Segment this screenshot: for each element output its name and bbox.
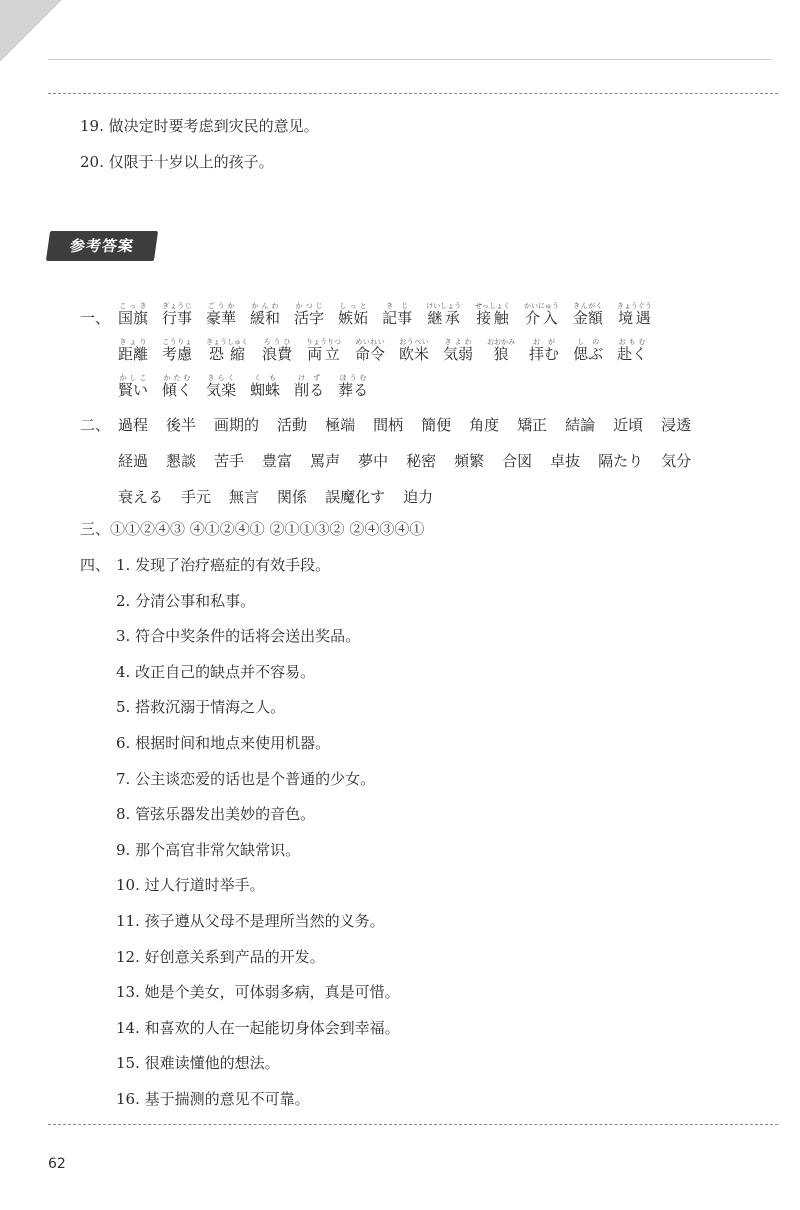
vocab-furigana: せっしょく <box>475 302 510 310</box>
vocab-word <box>118 338 149 363</box>
header-rule <box>48 59 772 60</box>
vocab-word <box>262 338 293 363</box>
vocab-kanji: 気弱 <box>443 345 474 363</box>
section-4-item: 6. 根据时间和地点来使用机器。 <box>116 734 331 752</box>
answer-word: 無言 <box>229 488 260 506</box>
answer-word: 卓抜 <box>550 452 581 470</box>
vocab-kanji: 葬る <box>338 381 369 399</box>
vocab-word <box>206 374 237 399</box>
bottom-dashed-divider <box>48 1124 778 1125</box>
section-4-item: 14. 和喜欢的人在一起能切身体会到幸福。 <box>116 1018 400 1037</box>
vocab-kanji: 距離 <box>118 345 149 363</box>
section-2-row <box>80 486 451 507</box>
section-4-item: 13. 她是个美女，可体弱多病，真是可惜。 <box>116 983 400 1002</box>
section-4-item: 8. 管弦乐器发出美妙的音色。 <box>116 805 316 824</box>
vocab-kanji: 考慮 <box>162 345 193 363</box>
answer-word: 近頃 <box>613 416 644 434</box>
vocab-furigana: ごうか <box>206 302 237 310</box>
vocab-word <box>162 374 193 399</box>
vocab-kanji: 国旗 <box>118 309 149 327</box>
vocab-word <box>162 302 193 327</box>
answer-word: 過程 <box>118 416 149 434</box>
section-4-item: 11. 孩子遵从父母不是理所当然的义务。 <box>116 912 385 930</box>
answer-word: 気分 <box>661 452 692 470</box>
section-4-item: 15. 很难读懂他的想法。 <box>116 1054 280 1073</box>
vocab-kanji: 接触 <box>475 309 510 327</box>
vocab-word <box>338 374 369 399</box>
answer-word: 極端 <box>325 416 356 434</box>
section-2-row <box>80 414 709 435</box>
vocab-word <box>338 302 369 327</box>
vocab-furigana: こっき <box>118 302 148 310</box>
section-4-item: 7. 公主谈恋爱的话也是个普通的少女。 <box>116 769 376 788</box>
answer-word: 迫力 <box>403 488 434 506</box>
vocab-kanji: 浪費 <box>262 345 293 363</box>
vocab-furigana: きんがく <box>572 302 603 310</box>
vocab-furigana: かんわ <box>250 302 281 310</box>
vocab-furigana: かつじ <box>294 302 325 310</box>
section-title-badge: 参考答案 <box>46 231 158 261</box>
answer-word: 浸透 <box>661 416 692 434</box>
vocab-furigana: りょうりつ <box>306 338 342 346</box>
answer-word: 後半 <box>166 416 197 434</box>
vocab-kanji: 活字 <box>294 309 325 327</box>
section-4-item: 4. 改正自己的缺点并不容易。 <box>116 662 316 681</box>
vocab-furigana: しの <box>573 338 604 346</box>
vocab-kanji: 狼 <box>487 345 516 363</box>
answer-word: 画期的 <box>214 416 260 434</box>
vocab-word <box>443 338 474 363</box>
vocab-word <box>529 338 560 363</box>
answer-word: 罵声 <box>310 452 341 470</box>
vocab-kanji: 拝む <box>529 345 560 363</box>
vocab-word <box>162 338 193 363</box>
answer-word: 間柄 <box>373 416 404 434</box>
section-4-item: 5. 搭救沉溺于情海之人。 <box>116 698 286 717</box>
vocab-word <box>306 338 342 363</box>
vocab-kanji: 赴く <box>617 345 648 363</box>
answer-word: 経過 <box>118 452 149 470</box>
section-1-row <box>80 338 661 364</box>
vocab-kanji: 緩和 <box>250 309 281 327</box>
vocab-kanji: 介入 <box>523 309 559 327</box>
vocab-furigana: おおかみ <box>487 338 516 346</box>
section-4-item: 16. 基于揣测的意见不可靠。 <box>116 1090 310 1108</box>
answer-word: 誤魔化す <box>325 488 386 506</box>
vocab-word <box>206 338 249 363</box>
vocab-word <box>294 302 325 327</box>
section-4-item: 1. 发现了治疗癌症的有效手段。 <box>116 556 331 574</box>
vocab-kanji: 傾く <box>162 381 193 399</box>
section-4-item: 3. 符合中奖条件的话将会送出奖品。 <box>116 627 361 646</box>
answer-word: 矯正 <box>517 416 548 434</box>
vocab-kanji: 嫉妬 <box>338 309 369 327</box>
exercise-item-19: 19. 做决定时要考虑到灾民的意见。 <box>80 117 319 135</box>
section-4-label: 四、 <box>80 556 111 574</box>
vocab-furigana: きじ <box>382 302 413 310</box>
vocab-word <box>206 302 237 327</box>
answer-word: 夢中 <box>358 452 389 470</box>
vocab-kanji: 境遇 <box>616 309 652 327</box>
section-4-item: 9. 那个高官非常欠缺常识。 <box>116 840 301 859</box>
vocab-word <box>355 338 386 363</box>
answer-word: 懇談 <box>166 452 197 470</box>
vocab-word <box>294 374 325 399</box>
vocab-furigana: きょうしゅく <box>206 338 249 346</box>
vocab-furigana: くも <box>250 374 281 382</box>
vocab-furigana: めいれい <box>355 338 386 346</box>
section-1-label: 一、 <box>80 309 111 327</box>
vocab-furigana: けいしょう <box>426 302 462 310</box>
answer-word: 豊富 <box>262 452 293 470</box>
answer-word: 頻繁 <box>454 452 485 470</box>
vocab-word <box>616 302 652 327</box>
answer-word: 活動 <box>277 416 308 434</box>
vocab-word <box>475 302 510 327</box>
section-2-row <box>80 450 709 471</box>
vocab-furigana: おが <box>529 338 560 346</box>
vocab-kanji: 削る <box>294 381 325 399</box>
vocab-kanji: 恐縮 <box>206 345 249 363</box>
vocab-furigana: きよわ <box>443 338 474 346</box>
vocab-kanji: 命令 <box>355 345 386 363</box>
answer-section-3 <box>80 519 424 539</box>
vocab-furigana: かいにゅう <box>523 302 559 310</box>
vocab-kanji: 金額 <box>572 309 603 327</box>
vocab-word <box>617 338 648 363</box>
section-4-item: 10. 过人行道时举手。 <box>116 876 265 895</box>
exercise-item-20: 20. 仅限于十岁以上的孩子。 <box>80 153 274 171</box>
answer-word: 手元 <box>181 488 212 506</box>
vocab-word <box>399 338 430 363</box>
vocab-furigana: ろうひ <box>262 338 293 346</box>
vocab-furigana: かたむ <box>162 374 193 382</box>
answer-word: 衰える <box>118 488 164 506</box>
vocab-word <box>523 302 559 327</box>
answer-word: 苦手 <box>214 452 245 470</box>
answer-word: 簡便 <box>421 416 452 434</box>
vocab-kanji: 行事 <box>162 309 193 327</box>
vocab-furigana: ほうむ <box>338 374 369 382</box>
vocab-word <box>250 374 281 399</box>
vocab-kanji: 欧米 <box>399 345 430 363</box>
answer-word: 秘密 <box>406 452 437 470</box>
page-corner-fold <box>0 0 62 62</box>
vocab-kanji: 両立 <box>306 345 342 363</box>
vocab-furigana: けず <box>294 374 325 382</box>
vocab-furigana: おうべい <box>399 338 430 346</box>
answer-word: 隔たり <box>598 452 644 470</box>
vocab-kanji: 継承 <box>426 309 462 327</box>
vocab-word <box>250 302 281 327</box>
section-1-row <box>80 302 666 328</box>
vocab-furigana: ぎょうじ <box>162 302 193 310</box>
vocab-word <box>487 338 516 363</box>
section-3-answers: ①①②④③ ④①②④① ②①①③② ②④③④① <box>110 520 425 538</box>
vocab-furigana: かしこ <box>118 374 149 382</box>
answer-word: 角度 <box>469 416 500 434</box>
section-4-item: 2. 分清公事和私事。 <box>116 591 256 610</box>
vocab-word <box>573 338 604 363</box>
top-dashed-divider <box>48 93 778 94</box>
vocab-word <box>426 302 462 327</box>
vocab-kanji: 賢い <box>118 381 149 399</box>
vocab-word <box>382 302 413 327</box>
section-3-label: 三、 <box>80 520 111 538</box>
vocab-kanji: 豪華 <box>206 309 237 327</box>
vocab-kanji: 蜘蛛 <box>250 381 281 399</box>
vocab-word <box>118 302 149 327</box>
vocab-furigana: おもむ <box>617 338 648 346</box>
answer-word: 関係 <box>277 488 308 506</box>
page-number: 62 <box>48 1156 66 1172</box>
vocab-kanji: 記事 <box>382 309 413 327</box>
vocab-word <box>118 374 149 399</box>
section-4-item: 12. 好创意关系到产品的开发。 <box>116 947 325 966</box>
vocab-furigana: きょり <box>118 338 149 346</box>
vocab-kanji: 偲ぶ <box>573 345 604 363</box>
vocab-furigana: こうりょ <box>162 338 193 346</box>
vocab-furigana: しっと <box>338 302 369 310</box>
vocab-furigana: きらく <box>206 374 237 382</box>
section-1-row <box>80 374 382 400</box>
section-2-label: 二、 <box>80 416 111 434</box>
answer-word: 合図 <box>502 452 533 470</box>
vocab-furigana: きょうぐう <box>616 302 652 310</box>
vocab-kanji: 気楽 <box>206 381 237 399</box>
answer-word: 結論 <box>565 416 596 434</box>
vocab-word <box>572 302 603 327</box>
